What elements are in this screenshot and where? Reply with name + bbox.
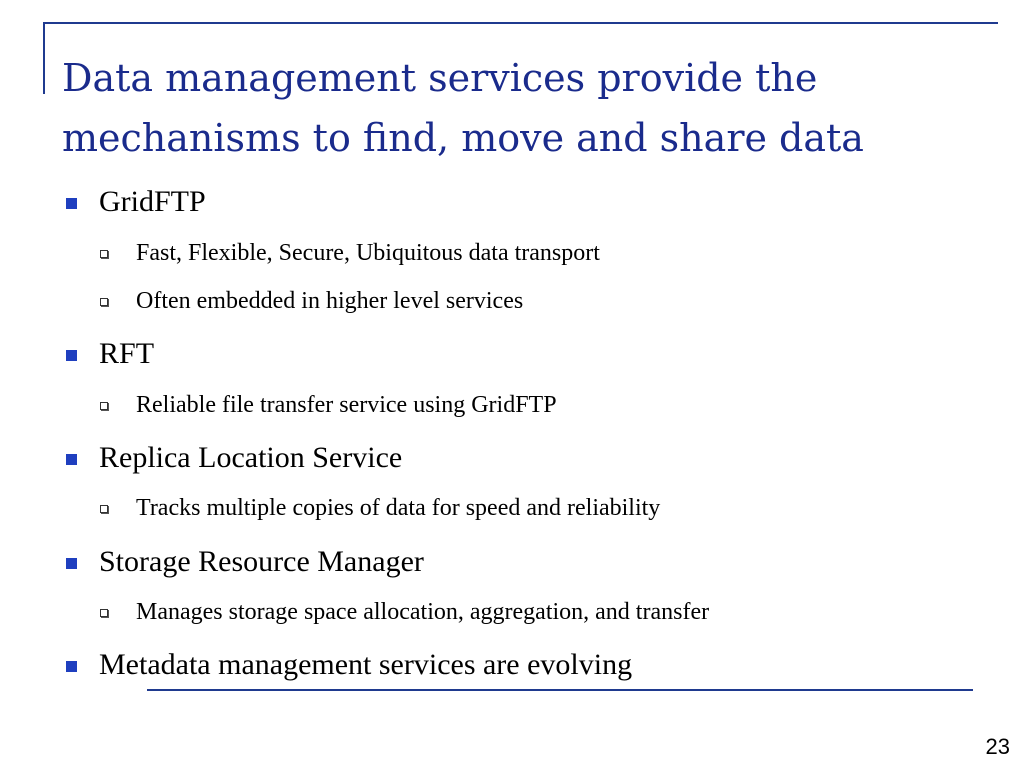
bullet-item — [66, 647, 632, 683]
title-line-1: Data management services provide the — [62, 56, 818, 100]
filled-square-bullet-icon — [66, 198, 77, 209]
sub-bullet-text: Tracks multiple copies of data for speed and reliability — [136, 495, 661, 521]
filled-square-bullet-icon — [66, 558, 77, 569]
bullet-text: GridFTP — [99, 185, 206, 218]
bullet-text: Storage Resource Manager — [99, 545, 424, 578]
sub-bullet-item — [100, 390, 557, 420]
frame-bottom-rule — [147, 689, 973, 691]
sub-bullet-text: Manages storage space allocation, aggregation, and transfer — [136, 599, 710, 625]
filled-square-bullet-icon — [66, 454, 77, 465]
hollow-square-bullet-icon — [100, 402, 108, 410]
bullet-item — [66, 544, 424, 580]
bullet-item — [66, 184, 206, 220]
sub-bullet-text: Fast, Flexible, Secure, Ubiquitous data transport — [136, 240, 600, 266]
filled-square-bullet-icon — [66, 661, 77, 672]
hollow-square-bullet-icon — [100, 250, 108, 258]
sub-bullet-text: Often embedded in higher level services — [136, 288, 524, 314]
bullet-item — [66, 336, 154, 372]
sub-bullet-item — [100, 238, 600, 268]
sub-bullet-item — [100, 597, 709, 627]
filled-square-bullet-icon — [66, 350, 77, 361]
sub-bullet-item — [100, 493, 660, 523]
bullet-text: Metadata management services are evolving — [99, 648, 633, 681]
bullet-text: Replica Location Service — [99, 441, 403, 474]
hollow-square-bullet-icon — [100, 298, 108, 306]
bullet-item — [66, 440, 402, 476]
hollow-square-bullet-icon — [100, 609, 108, 617]
bullet-text: RFT — [99, 337, 155, 370]
hollow-square-bullet-icon — [100, 505, 108, 513]
sub-bullet-text: Reliable file transfer service using GridFTP — [136, 392, 557, 418]
page-number: 23 — [985, 734, 1010, 759]
title-line-2: mechanisms to find, move and share data — [62, 116, 864, 160]
sub-bullet-item — [100, 286, 523, 316]
